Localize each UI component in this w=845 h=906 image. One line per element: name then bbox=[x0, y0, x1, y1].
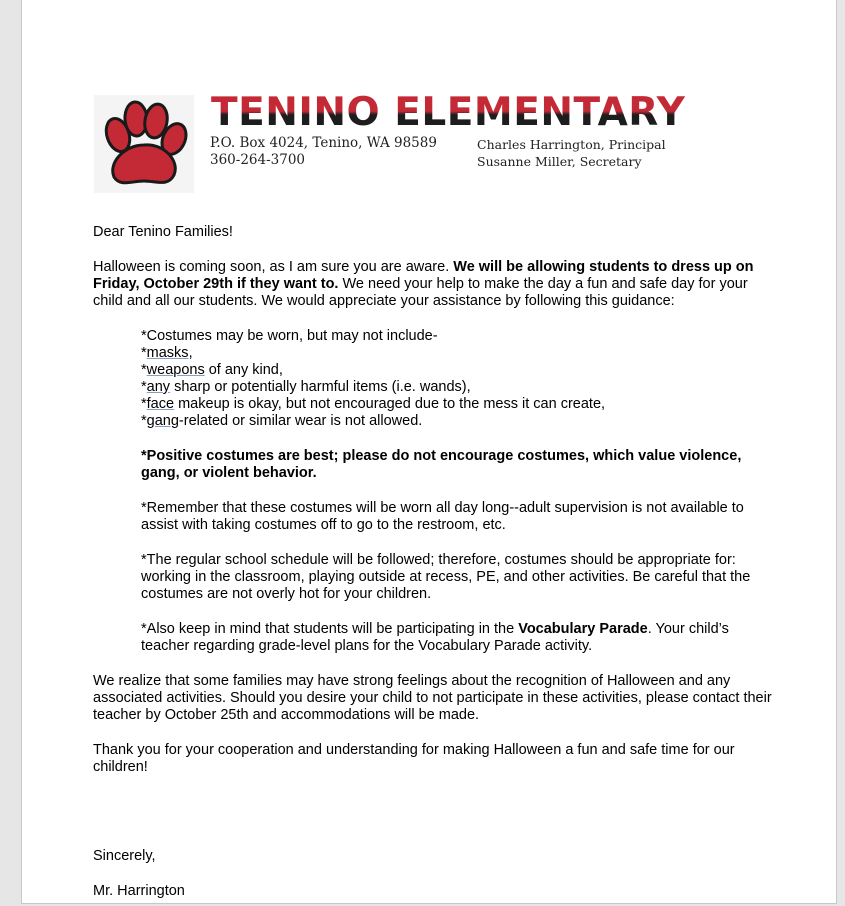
rule-face-makeup: *face makeup is okay, but not encouraged due to the mess it can create, bbox=[141, 396, 606, 412]
rule-sharp-items: *any sharp or potentially harmful items (i.e. wands), bbox=[141, 379, 471, 395]
schedule-note: *The regular school schedule will be followed; therefore, costumes should be appropriate for: working in the classroom, playing outside at recess, PE, and other activities. Be careful that the costumes are not overly hot for your children. bbox=[141, 552, 751, 602]
rule-masks-word: masks bbox=[146, 345, 189, 361]
parade-note bbox=[141, 621, 778, 655]
thanks-paragraph: Thank you for your cooperation and understanding for making Halloween a fun and safe time for our children! bbox=[93, 742, 735, 775]
intro-text-end: We need your help to make the day a fun and safe day for your child and all our students. We would appreciate your assistance by following this guidance: bbox=[93, 276, 748, 309]
realize-paragraph: We realize that some families may have strong feelings about the recognition of Halloween and any associated activities. Should you desire your child to not participate in these activities, please contact their teacher by October 25th and accommodations will be made. bbox=[93, 673, 772, 723]
intro-paragraph bbox=[93, 259, 778, 310]
greeting: Dear Tenino Families! bbox=[93, 224, 233, 240]
positive-costumes-note bbox=[141, 448, 778, 482]
paw-logo-icon bbox=[94, 95, 194, 193]
costume-rules-intro: *Costumes may be worn, but may not include- bbox=[141, 328, 438, 344]
rule-gang-rest: -related or similar wear is not allowed. bbox=[178, 413, 423, 429]
remember-note: *Remember that these costumes will be worn all day long--adult supervision is not available to assist with taking costumes off to go to the restroom, etc. bbox=[141, 500, 744, 533]
parade-text-end: . Your child’s teacher regarding grade-level plans for the Vocabulary Parade activity. bbox=[141, 621, 729, 654]
rule-face-rest: makeup is okay, but not encouraged due to the mess it can create, bbox=[174, 396, 606, 412]
rule-masks-rest: , bbox=[188, 345, 193, 361]
positive-note-text: *Positive costumes are best; please do not encourage costumes, which value violence, gang, or violent behavior. bbox=[141, 448, 742, 481]
intro-bold-text: We will be allowing students to dress up on Friday, October 29th if they want to. bbox=[93, 259, 754, 292]
intro-text-start: Halloween is coming soon, as I am sure you are aware. bbox=[93, 259, 454, 275]
parade-text-start: *Also keep in mind that students will be participating in the bbox=[141, 621, 519, 637]
rule-weapons-rest: of any kind, bbox=[204, 362, 283, 378]
letter-body bbox=[93, 224, 778, 900]
rule-any-word: any bbox=[146, 379, 171, 395]
school-staff bbox=[477, 136, 666, 170]
school-name-heading: TENINO ELEMENTARY bbox=[211, 90, 686, 135]
rule-masks: *masks, bbox=[141, 345, 193, 361]
guidance-list bbox=[93, 328, 778, 655]
rule-face-word: face bbox=[146, 396, 175, 412]
rule-weapons-word: weapons bbox=[146, 362, 205, 378]
principal-name: Charles Harrington, Principal bbox=[477, 137, 666, 152]
school-contact bbox=[210, 135, 437, 169]
secretary-name: Susanne Miller, Secretary bbox=[477, 154, 642, 169]
parade-bold-text: Vocabulary Parade bbox=[518, 621, 648, 637]
signature: Mr. Harrington bbox=[93, 883, 185, 899]
school-address: P.O. Box 4024, Tenino, WA 98589 bbox=[210, 135, 437, 151]
rule-weapons: *weapons of any kind, bbox=[141, 362, 283, 378]
rule-gang-wear: *gang-related or similar wear is not allowed. bbox=[141, 413, 423, 429]
closing: Sincerely, bbox=[93, 848, 156, 864]
school-phone: 360-264-3700 bbox=[210, 152, 306, 168]
rule-any-rest: sharp or potentially harmful items (i.e. wands), bbox=[170, 379, 471, 395]
document-page bbox=[21, 0, 837, 904]
rule-gang-word: gang bbox=[146, 413, 179, 429]
